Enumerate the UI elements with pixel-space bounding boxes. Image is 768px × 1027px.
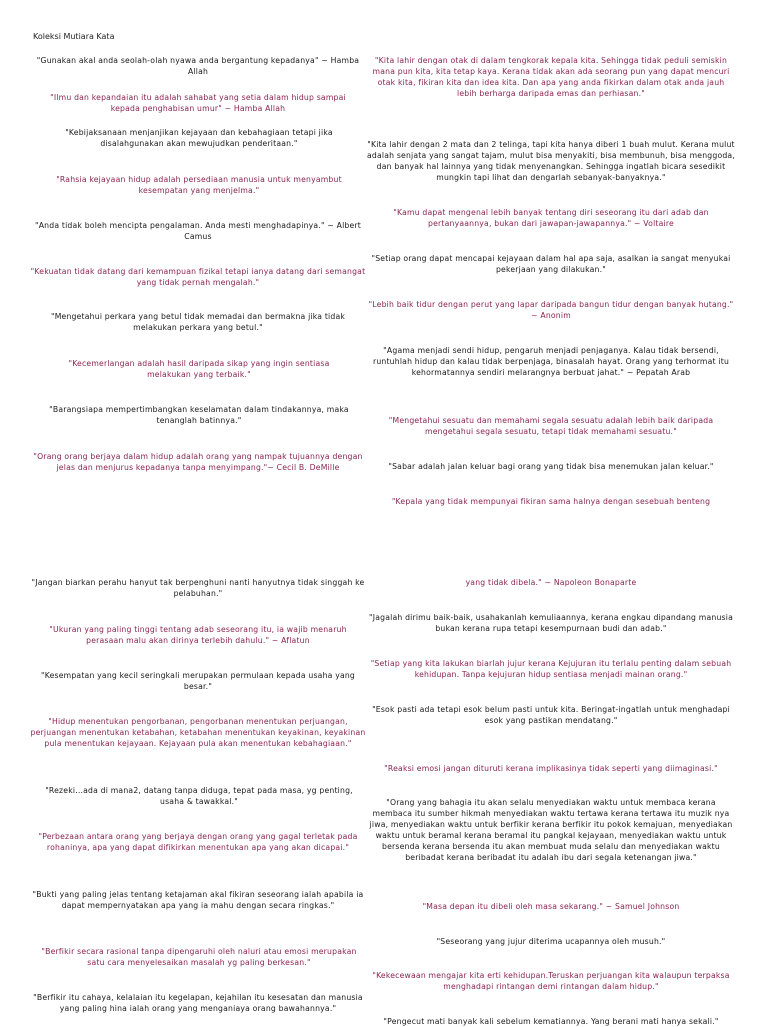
quote: "Rahsia kejayaan hidup adalah persediaan manusia untuk menyambut kesempatan yang menjelma." bbox=[56, 175, 342, 195]
quote: "Kekuatan tidak datang dari kemampuan fizikal tetapi ianya datang dari semangat yang tidak pernah mengalah." bbox=[30, 267, 366, 287]
quote: "Kekecewaan mengajar kita erti kehidupan.Teruskan perjuangan kita walaupun terpaksa menghadapi rintangan demi rintangan dalam hidup." bbox=[372, 971, 730, 991]
quote: "Mengetahui perkara yang betul tidak memadai dan bermakna jika tidak melakukan perkara yang betul." bbox=[50, 312, 346, 332]
quote: "Seseorang yang jujur diterima ucapannya oleh musuh." bbox=[436, 937, 666, 946]
quote: "Kecemerlangan adalah hasil daripada sikap yang ingin sentiasa melakukan yang terbaik." bbox=[68, 359, 330, 379]
quote: "Kebijaksanaan menjanjikan kejayaan dan kebahagiaan tetapi jika disalahgunakan akan mewujudkan penderitaan." bbox=[65, 128, 333, 148]
quote: "Berfikir secara rasional tanpa dipengaruhi oleh naluri atau emosi merupakan satu cara menyelesaikan masalah yg paling berkesan." bbox=[41, 947, 357, 967]
quote: "Kepala yang tidak mempunyai fikiran sama halnya dengan sesebuah benteng bbox=[391, 497, 711, 506]
quote: "Kesempatan yang kecil seringkali merupakan permulaan kepada usaha yang besar." bbox=[40, 671, 356, 691]
quote: "Jagalah dirimu baik-baik, usahakanlah kemuliaannya, kerana engkau dipandang manusia bukan kerana rupa tetapi kesempurnaan budi dan adab." bbox=[369, 613, 733, 633]
quote: "Sabar adalah jalan keluar bagi orang yang tidak bisa menemukan jalan keluar." bbox=[388, 462, 714, 471]
quote: "Ilmu dan kepandaian itu adalah sahabat yang setia dalam hidup sampai kepada penghabisan umur" ~ Hamba Allah bbox=[50, 93, 346, 113]
quote: "Setiap orang dapat mencapai kejayaan dalam hal apa saja, asalkan ia sangat menyukai pekerjaan yang dilakukan." bbox=[371, 254, 731, 274]
quote: "Mengetahui sesuatu dan memahami segala sesuatu adalah lebih baik daripada mengetahui segala sesuatu, tetapi tidak memahami sesuatu." bbox=[388, 416, 714, 436]
quote: "Esok pasti ada tetapi esok belum pasti untuk kita. Beringat-ingatlah untuk menghadapi esok yang pastikan mendatang." bbox=[372, 705, 730, 725]
quote: "Berfikir itu cahaya, kelalaian itu kegelapan, kejahilan itu kesesatan dan manusia yang paling hina ialah orang yang menganiaya orang bawahannya." bbox=[33, 993, 363, 1013]
quote: yang tidak dibela." ~ Napoleon Bonaparte bbox=[465, 578, 637, 587]
quote: "Setiap yang kita lakukan biarlah jujur kerana Kejujuran itu terlalu penting dalam sebuah kehidupan. Tanpa kejujuran hidup sentiasa menjadi mainan orang." bbox=[370, 659, 732, 679]
quote: "Kita lahir dengan otak di dalam tengkorak kepala kita. Sehingga tidak peduli semiskin mana pun kita, kita tetap kaya. Kerana tidak akan ada seorang pun yang dapat mencuri otak kita, fikiran kita dan idea kita. Dan apa yang anda fikirkan dalam otak anda jauh lebih berharga daripada emas dan perhiasan." bbox=[372, 56, 730, 98]
quote: "Kamu dapat mengenal lebih banyak tentang diri seseorang itu dari adab dan pertanyaannya, bukan dari jawapan-jawapannya." ~ Voltaire bbox=[393, 208, 709, 228]
quote: "Gunakan akal anda seolah-olah nyawa anda bergantung kepadanya" ~ Hamba Allah bbox=[36, 56, 360, 76]
quote: "Perbezaan antara orang yang berjaya dengan orang yang gagal terletak pada rohaninya, apa yang dapat difikirkan menentukan apa yang akan dicapai." bbox=[38, 832, 358, 852]
page-title: Koleksi Mutiara Kata bbox=[33, 32, 115, 41]
quote: "Jangan biarkan perahu hanyut tak berpenghuni nanti hanyutnya tidak singgah ke pelabuhan." bbox=[31, 578, 365, 598]
quote: "Agama menjadi sendi hidup, pengaruh menjadi penjaganya. Kalau tidak bersendi, runtuhlah hidup dan kalau tidak berpenjaga, binasalah hayat. Orang yang terhormat itu kehormatannya sendiri melarangnya berbuat jahat." ~ Pepatah Arab bbox=[372, 346, 730, 377]
quote: "Bukti yang paling jelas tentang ketajaman akal fikiran seseorang ialah apabila ia dapat mempernyatakan apa yang ia mahu dengan secara ringkas." bbox=[32, 890, 364, 910]
quote: "Lebih baik tidur dengan perut yang lapar daripada bangun tidur dengan banyak hutang." ~ Anonim bbox=[368, 300, 734, 320]
quote: "Rezeki...ada di mana2, datang tanpa diduga, tepat pada masa, yg penting, usaha & tawakkal." bbox=[45, 786, 353, 806]
quote: "Hidup menentukan pengorbanan, pengorbanan menentukan perjuangan, perjuangan menentukan ketabahan, ketabahan menentukan keyakinan, keyakinan pula menentukan kejayaan. Kejayaan pula akan menentukan kebahagiaan." bbox=[30, 717, 366, 748]
quote: "Anda tidak boleh mencipta pengalaman. Anda mesti menghadapinya." ~ Albert Camus bbox=[34, 221, 362, 241]
quote: "Masa depan itu dibeli oleh masa sekarang." ~ Samuel Johnson bbox=[422, 902, 680, 911]
quote: "Pengecut mati banyak kali sebelum kematiannya. Yang berani mati hanya sekali." bbox=[383, 1017, 719, 1026]
quote: "Orang orang berjaya dalam hidup adalah orang yang nampak tujuannya dengan jelas dan menjurus kepadanya tanpa menyimpang."~ Cecil B. DeMille bbox=[33, 452, 363, 472]
quote: "Orang yang bahagia itu akan selalu menyediakan waktu untuk membaca kerana membaca itu sumber hikmah menyediakan waktu tertawa kerana tertawa itu muzik nya jiwa, menyediakan waktu untuk berfikir kerana berfikir itu pokok kemajuan, menyediakan waktu untuk beramal kerana beramal itu pangkal kejayaan, menyediakan waktu untuk bersenda kerana bersenda itu akan membuat muda selalu dan menyediakan waktu beribadat kerana beribadat itu adalah ibu dari segala ketenangan jiwa." bbox=[369, 798, 733, 862]
quote: "Kita lahir dengan 2 mata dan 2 telinga, tapi kita hanya diberi 1 buah mulut. Kerana mulut adalah senjata yang sangat tajam, mulut bisa menyakiti, bisa membunuh, bisa menggoda, dan banyak hal lainnya yang tidak menyenangkan. Sehingga ingatlah bicara sesedikit mungkin tapi lihat dan dengarlah sebanyak-banyaknya." bbox=[366, 140, 735, 182]
quote: "Barangsiapa mempertimbangkan keselamatan dalam tindakannya, maka tenanglah batinnya." bbox=[49, 405, 349, 425]
quote: "Ukuran yang paling tinggi tentang adab seseorang itu, ia wajib menaruh perasaan malu akan dirinya terlebih dahulu." ~ Aflatun bbox=[49, 625, 347, 645]
quote: "Reaksi emosi jangan dituruti kerana implikasinya tidak seperti yang diimaginasi." bbox=[384, 764, 718, 773]
